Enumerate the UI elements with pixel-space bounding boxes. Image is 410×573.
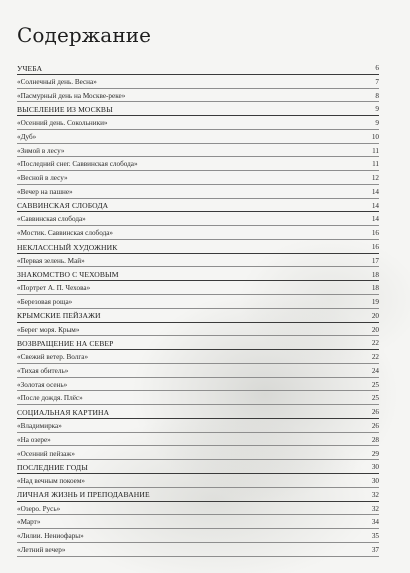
toc-page-number: 25 bbox=[371, 394, 379, 403]
toc-section-row bbox=[17, 488, 379, 502]
toc-page-number: 32 bbox=[371, 504, 379, 513]
toc-title: «Последний снег. Саввинская слобода» bbox=[17, 160, 138, 169]
toc-page-number: 22 bbox=[371, 339, 379, 348]
toc-title: «Березовая роща» bbox=[17, 298, 73, 307]
toc-section-row bbox=[17, 267, 379, 281]
toc-entry-row bbox=[17, 185, 379, 199]
toc-page-number: 24 bbox=[371, 366, 379, 375]
toc-title: НЕКЛАССНЫЙ ХУДОЖНИК bbox=[17, 242, 118, 252]
toc-page-number: 32 bbox=[371, 490, 379, 499]
toc-page-number: 17 bbox=[371, 256, 379, 265]
toc-section-row bbox=[17, 336, 379, 350]
toc-page-number: 14 bbox=[371, 215, 379, 224]
toc-title: «Осенний пейзаж» bbox=[17, 449, 75, 458]
toc-page-number: 35 bbox=[371, 532, 379, 541]
toc-title: ЛИЧНАЯ ЖИЗНЬ И ПРЕПОДАВАНИЕ bbox=[17, 490, 150, 500]
toc-title: «Свежий ветер. Волга» bbox=[17, 353, 89, 362]
toc-entry-row bbox=[17, 502, 379, 516]
toc-title: ПОСЛЕДНИЕ ГОДЫ bbox=[17, 462, 88, 472]
toc-title: УЧЕБА bbox=[17, 63, 43, 73]
toc-section-row bbox=[17, 405, 379, 419]
toc-title: «После дождя. Плёс» bbox=[17, 394, 83, 403]
toc-entry-row bbox=[17, 378, 379, 392]
toc-page-number: 6 bbox=[375, 64, 379, 73]
toc-page-number: 16 bbox=[371, 243, 379, 252]
toc-page-number: 30 bbox=[371, 463, 379, 472]
toc-page-number: 16 bbox=[371, 229, 379, 238]
toc-title: «Первая зелень. Май» bbox=[17, 256, 85, 265]
toc-page-number: 29 bbox=[371, 449, 379, 458]
toc-entry-row bbox=[17, 391, 379, 405]
toc-title: ВОЗВРАЩЕНИЕ НА СЕВЕР bbox=[17, 338, 114, 348]
toc-entry-row bbox=[17, 474, 379, 488]
toc-page-number: 9 bbox=[375, 119, 379, 128]
toc-title: «Мостик. Саввинская слобода» bbox=[17, 229, 114, 238]
toc-entry-row bbox=[17, 364, 379, 378]
toc-entry-row bbox=[17, 515, 379, 529]
toc-title: «Летний вечер» bbox=[17, 545, 66, 554]
toc-entry-row bbox=[17, 212, 379, 226]
toc-title: САВВИНСКАЯ СЛОБОДА bbox=[17, 201, 109, 211]
toc-page-number: 37 bbox=[371, 545, 379, 554]
toc-entry-row bbox=[17, 254, 379, 268]
toc-page-number: 20 bbox=[371, 325, 379, 334]
toc-title: СОЦИАЛЬНАЯ КАРТИНА bbox=[17, 407, 110, 417]
toc-entry-row bbox=[17, 89, 379, 103]
toc-entry-row bbox=[17, 446, 379, 460]
toc-page-number: 7 bbox=[375, 77, 379, 86]
toc-page-number: 25 bbox=[371, 380, 379, 389]
toc-entry-row bbox=[17, 543, 379, 557]
toc-title: «Саввинская слобода» bbox=[17, 215, 86, 224]
toc-title: «Осенний день. Сокольники» bbox=[17, 119, 108, 128]
toc-title: ЗНАКОМСТВО С ЧЕХОВЫМ bbox=[17, 270, 119, 280]
toc-page-number: 10 bbox=[371, 132, 379, 141]
toc-entry-row bbox=[17, 226, 379, 240]
toc-page-number: 26 bbox=[371, 421, 379, 430]
toc-entry-row bbox=[17, 433, 379, 447]
toc-title: «Солнечный день. Весна» bbox=[17, 77, 97, 86]
toc-page-number: 30 bbox=[371, 477, 379, 486]
toc-title: «На озере» bbox=[17, 435, 51, 444]
toc-entry-row bbox=[17, 116, 379, 130]
toc-page-number: 8 bbox=[375, 91, 379, 100]
toc-title: «Пасмурный день на Москве-реке» bbox=[17, 91, 126, 100]
toc-section-row bbox=[17, 460, 379, 474]
toc-title: «Владимирка» bbox=[17, 421, 62, 430]
toc-page-number: 19 bbox=[371, 298, 379, 307]
toc-title: КРЫМСКИЕ ПЕЙЗАЖИ bbox=[17, 311, 101, 321]
toc-entry-row bbox=[17, 157, 379, 171]
toc-title: «Портрет А. П. Чехова» bbox=[17, 284, 91, 293]
toc-entry-row bbox=[17, 75, 379, 89]
toc-title: «Тихая обитель» bbox=[17, 366, 69, 375]
toc-page-number: 26 bbox=[371, 408, 379, 417]
toc-page-number: 28 bbox=[371, 435, 379, 444]
toc-title: «Лилии. Нениофары» bbox=[17, 532, 84, 541]
toc-title: «Зимой в лесу» bbox=[17, 146, 65, 155]
toc-section-row bbox=[17, 199, 379, 213]
toc-section-row bbox=[17, 309, 379, 323]
toc-page-number: 18 bbox=[371, 270, 379, 279]
toc-entry-row bbox=[17, 171, 379, 185]
toc-section-row bbox=[17, 240, 379, 254]
page-title: Содержание bbox=[17, 23, 152, 47]
toc-title: «Берег моря. Крым» bbox=[17, 325, 80, 334]
toc-title: «Вечер на пашне» bbox=[17, 187, 73, 196]
toc-title: ВЫСЕЛЕНИЕ ИЗ МОСКВЫ bbox=[17, 104, 113, 114]
toc-entry-row bbox=[17, 281, 379, 295]
toc-page-number: 22 bbox=[371, 353, 379, 362]
toc-page-number: 14 bbox=[371, 187, 379, 196]
toc-page-number: 34 bbox=[371, 518, 379, 527]
toc-page-number: 9 bbox=[375, 105, 379, 114]
toc-entry-row bbox=[17, 130, 379, 144]
toc-list bbox=[17, 61, 379, 557]
toc-page-number: 14 bbox=[371, 201, 379, 210]
toc-section-row bbox=[17, 102, 379, 116]
toc-entry-row bbox=[17, 323, 379, 337]
toc-title: «Над вечным покоем» bbox=[17, 477, 86, 486]
toc-entry-row bbox=[17, 144, 379, 158]
toc-page-number: 20 bbox=[371, 311, 379, 320]
toc-title: «Март» bbox=[17, 518, 41, 527]
toc-title: «Дуб» bbox=[17, 132, 37, 141]
toc-page-number: 12 bbox=[371, 174, 379, 183]
toc-page-number: 18 bbox=[371, 284, 379, 293]
toc-entry-row bbox=[17, 529, 379, 543]
toc-entry-row bbox=[17, 350, 379, 364]
toc-title: «Озеро. Русь» bbox=[17, 504, 61, 513]
toc-entry-row bbox=[17, 295, 379, 309]
toc-page-number: 11 bbox=[372, 146, 379, 155]
toc-title: «Золотая осень» bbox=[17, 380, 68, 389]
toc-title: «Весной в лесу» bbox=[17, 174, 68, 183]
toc-entry-row bbox=[17, 419, 379, 433]
toc-section-row bbox=[17, 61, 379, 75]
toc-page-number: 11 bbox=[372, 160, 379, 169]
